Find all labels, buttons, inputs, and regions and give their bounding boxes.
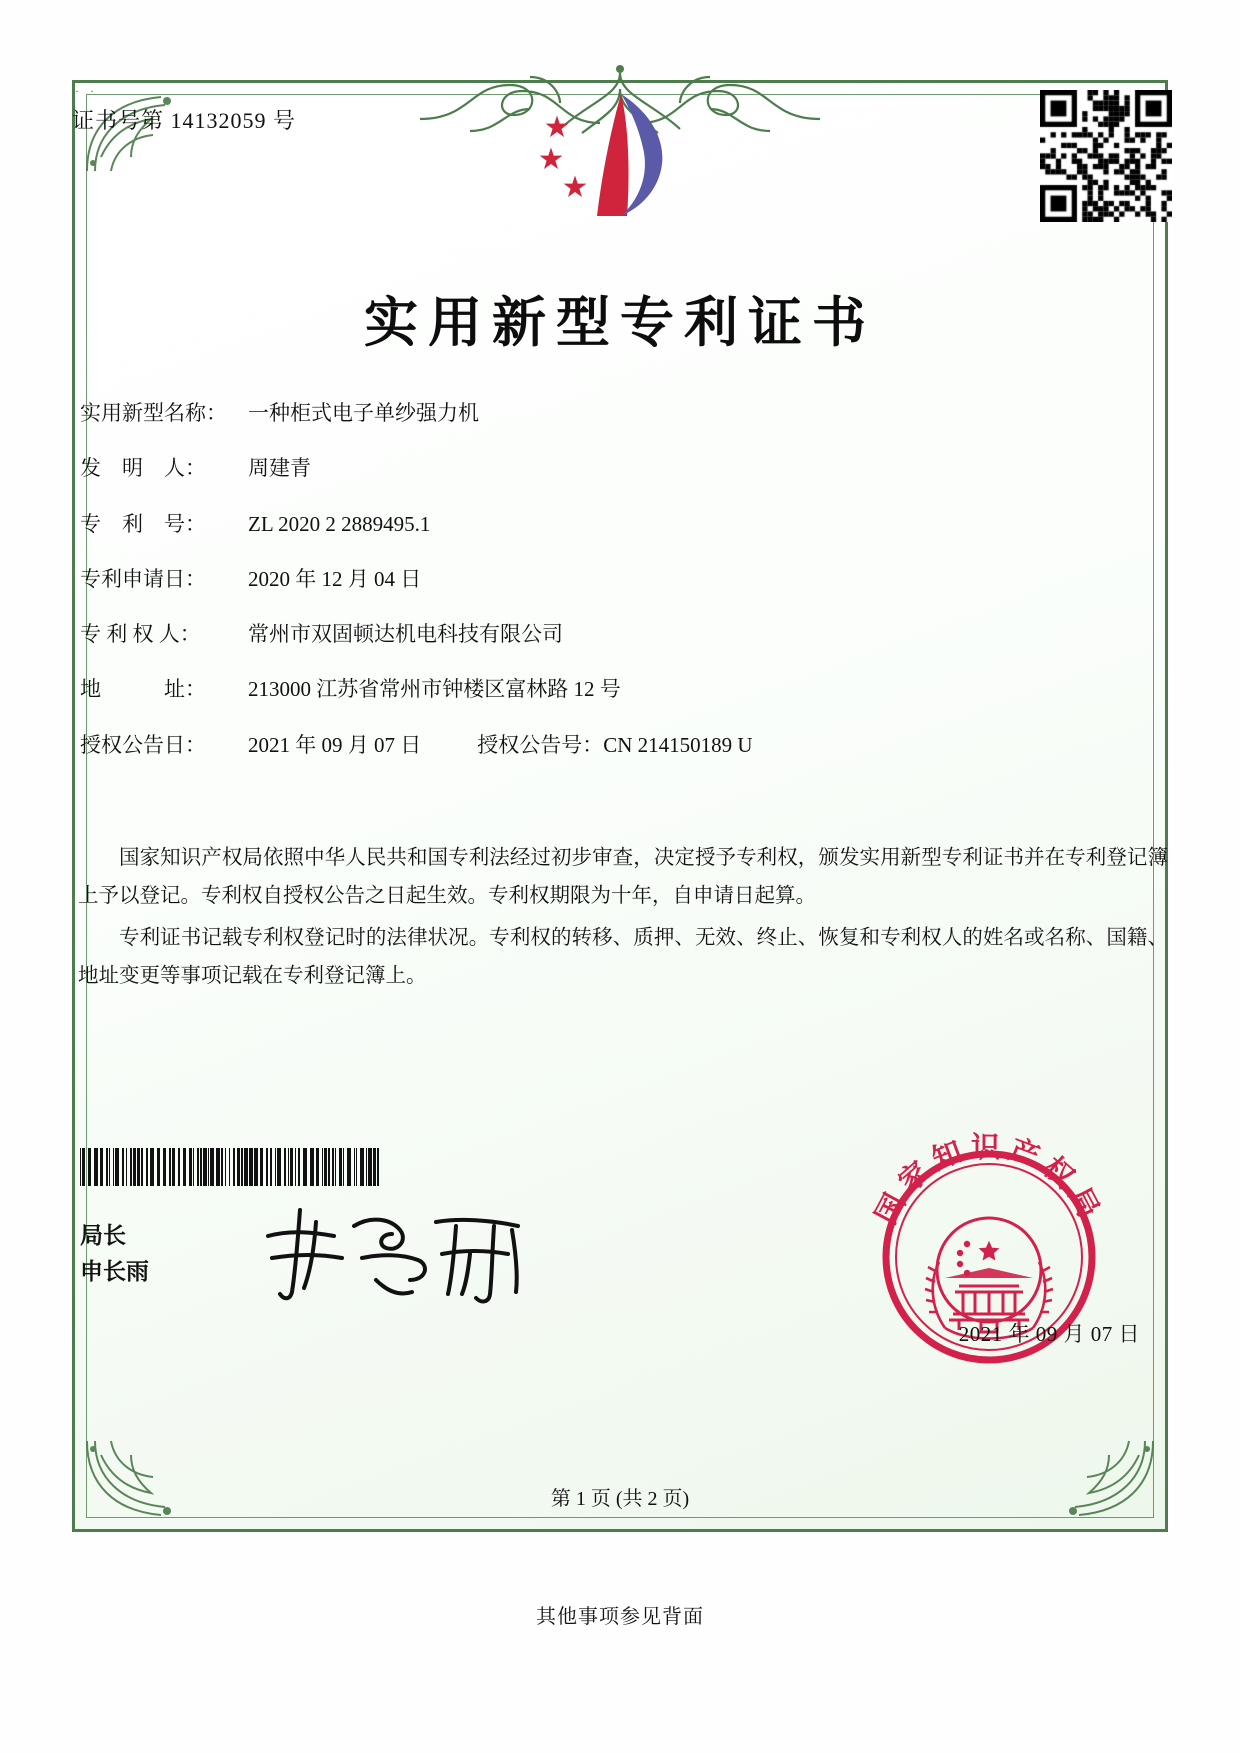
footer-note: 其他事项参见背面: [536, 1606, 704, 1628]
field-label-grant-number: 授权公告号：: [477, 732, 604, 757]
field-row-address: [80, 676, 1170, 703]
field-label-grant-date: 授权公告日：: [80, 732, 206, 757]
field-label-patentee: 专 利 权 人：: [80, 622, 201, 647]
cnipa-logo: [535, 88, 705, 238]
field-row-application-date: [80, 566, 1170, 593]
corner-ornament-bottom-left: [81, 1435, 201, 1525]
field-row-name: [80, 400, 1170, 427]
barcode: [80, 1148, 380, 1186]
field-value-grant-number: CN 214150189 U: [603, 732, 753, 757]
paragraph-1: 国家知识产权局依照中华人民共和国专利法经过初步审查，决定授予专利权，颁发实用新型专利证书并在专利登记簿上予以登记。专利权自授权公告之日起生效。专利权期限为十年，自申请日起算。: [78, 847, 1168, 907]
signature-role: 局长: [80, 1222, 126, 1249]
print-marks: · ·: [75, 84, 98, 98]
field-label-inventor: 发 明 人：: [80, 456, 206, 481]
field-row-patentee: [80, 621, 1170, 648]
field-value-address: 213000 江苏省常州市钟楼区富林路 12 号: [248, 677, 621, 702]
official-seal: [854, 1122, 1124, 1392]
qr-code: [1040, 90, 1172, 222]
field-list: [80, 400, 1170, 787]
field-label-patent-number: 专 利 号：: [80, 511, 206, 536]
svg-text:国家知识产权局: 国家知识产权局: [868, 1130, 1110, 1230]
field-row-grant: [80, 732, 1170, 759]
field-row-patent-number: [80, 511, 1170, 538]
signature-block: [80, 1218, 149, 1289]
field-value-patentee: 常州市双固顿达机电科技有限公司: [248, 622, 563, 647]
field-value-grant-date: 2021 年 09 月 07 日: [248, 732, 422, 757]
field-value-patent-number: ZL 2020 2 2889495.1: [248, 511, 431, 536]
signature-name: 申长雨: [80, 1257, 149, 1285]
legal-text: [78, 840, 1168, 1000]
field-label-application-date: 专利申请日：: [80, 566, 206, 591]
seal-date: 2021 年 09 月 07 日: [958, 1322, 1140, 1346]
field-label-address: 地 址：: [80, 677, 206, 702]
handwritten-signature-icon: [250, 1196, 550, 1306]
paragraph-2: 专利证书记载专利权登记时的法律状况。专利权的转移、质押、无效、终止、恢复和专利权人的姓名或名称、国籍、地址变更等事项记载在专利登记簿上。: [78, 926, 1168, 987]
page-number: 第 1 页 (共 2 页): [550, 1488, 690, 1510]
field-label-name: 实用新型名称：: [80, 401, 227, 425]
field-value-inventor: 周建青: [248, 456, 311, 481]
field-row-inventor: [80, 455, 1170, 482]
field-value-application-date: 2020 年 12 月 04 日: [248, 566, 422, 591]
page-title: 实用新型专利证书: [364, 290, 876, 354]
field-value-name: 一种柜式电子单纱强力机: [248, 401, 479, 425]
corner-ornament-bottom-right: [1039, 1435, 1159, 1525]
certificate-number: 证书号第 14132059 号: [72, 108, 297, 133]
